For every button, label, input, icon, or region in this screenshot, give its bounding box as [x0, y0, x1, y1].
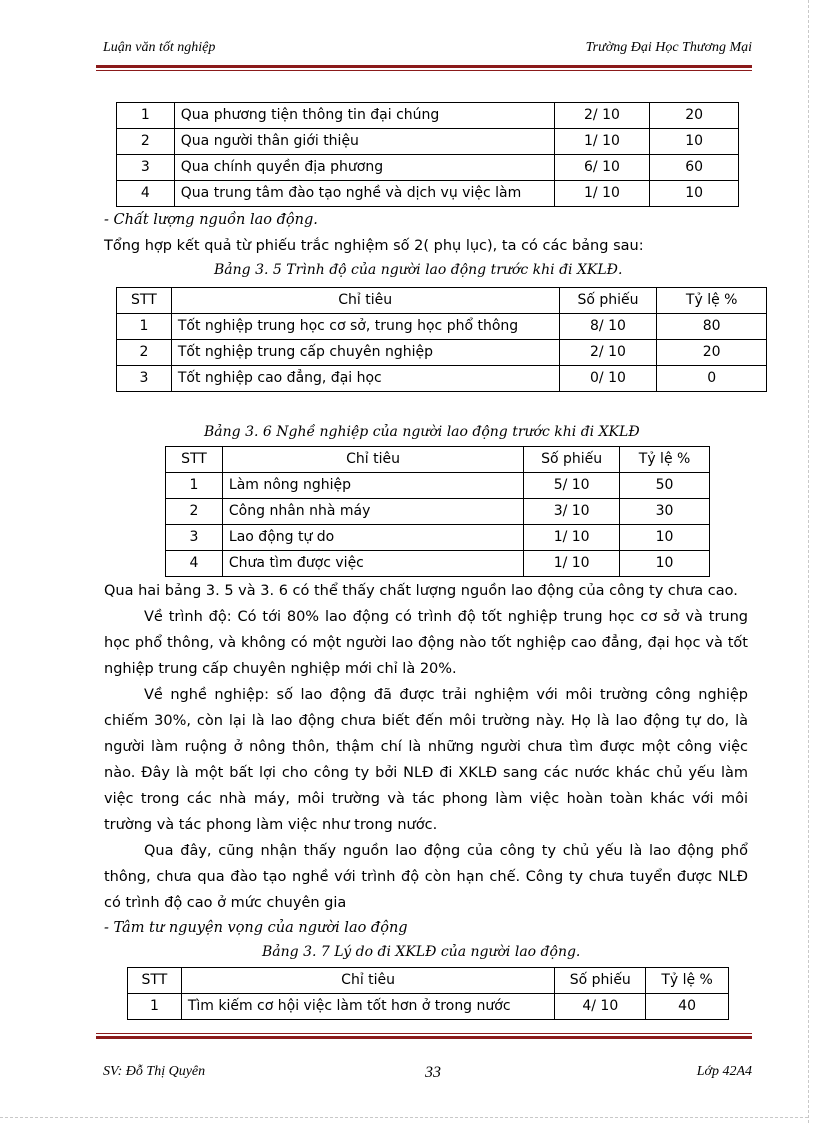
table-header-row	[128, 968, 729, 994]
table-3-5	[116, 287, 767, 392]
cell-criterion: Qua trung tâm đào tạo nghề và dịch vụ việc làm	[174, 181, 554, 207]
cell-votes: 1/ 10	[524, 551, 620, 577]
cell-criterion: Làm nông nghiệp	[222, 473, 523, 499]
cell-stt: 1	[117, 103, 175, 129]
footer-rule-thin	[96, 1033, 752, 1034]
paragraph-career-text: Về nghề nghiệp: số lao động đã được trải nghiệm với môi trường công nghiệp chiếm 30%, còn lại là lao động chưa biết đến môi trường này. Họ là lao động tự do, là người làm ruộng ở nông thôn, thậm chí là những người chưa tìm được một công việc nào. Đây là một bất lợi cho công ty bởi NLĐ đi XKLĐ sang các nước khác chủ yếu làm việc trong các nhà máy, môi trường và tác phong làm việc hoàn toàn khác với môi trường và tác phong làm việc như trong nước.	[104, 687, 748, 833]
paragraph-summary: Qua hai bảng 3. 5 và 3. 6 có thể thấy chất lượng nguồn lao động của công ty chưa cao.	[104, 583, 738, 599]
cell-stt: 4	[166, 551, 223, 577]
table-row	[117, 340, 767, 366]
cell-criterion: Qua người thân giới thiệu	[174, 129, 554, 155]
cell-votes: 2/ 10	[559, 340, 657, 366]
cell-votes: 8/ 10	[559, 314, 657, 340]
table-row	[117, 103, 739, 129]
cell-criterion: Qua chính quyền địa phương	[174, 155, 554, 181]
paragraph-conclusion	[104, 838, 748, 916]
cell-stt: 2	[166, 499, 223, 525]
table-row	[166, 473, 710, 499]
header-criterion: Chỉ tiêu	[171, 288, 559, 314]
header-stt: STT	[117, 288, 172, 314]
header-university: Trường Đại Học Thương Mại	[585, 40, 752, 55]
cell-criterion: Lao động tự do	[222, 525, 523, 551]
header-percent: Tỷ lệ %	[620, 447, 710, 473]
header-votes: Số phiếu	[559, 288, 657, 314]
table-row	[128, 994, 729, 1020]
cell-votes: 1/ 10	[554, 181, 650, 207]
table-row	[117, 129, 739, 155]
table-3-7-caption: Bảng 3. 7 Lý do đi XKLĐ của người lao động.	[262, 944, 581, 960]
page-edge-bottom	[0, 1117, 808, 1118]
header-votes: Số phiếu	[555, 968, 646, 994]
cell-percent: 60	[650, 155, 739, 181]
header-stt: STT	[166, 447, 223, 473]
cell-votes: 1/ 10	[554, 129, 650, 155]
header-thesis-label: Luận văn tốt nghiệp	[103, 40, 216, 55]
paragraph-conclusion-text: Qua đây, cũng nhận thấy nguồn lao động của công ty chủ yếu là lao động phổ thông, chưa qua đào tạo nghề với trình độ còn hạn chế. Công ty chưa tuyển được NLĐ có trình độ cao ở mức chuyên gia	[104, 843, 748, 911]
table-row	[117, 366, 767, 392]
page-edge-right	[808, 0, 810, 1123]
cell-stt: 2	[117, 340, 172, 366]
table-3-7	[127, 967, 729, 1020]
cell-criterion: Tốt nghiệp cao đẳng, đại học	[171, 366, 559, 392]
table-header-row	[166, 447, 710, 473]
table-info-channels	[116, 102, 739, 207]
cell-criterion: Tìm kiếm cơ hội việc làm tốt hơn ở trong nước	[181, 994, 555, 1020]
cell-stt: 1	[128, 994, 182, 1020]
cell-stt: 1	[166, 473, 223, 499]
paragraph-education-text: Về trình độ: Có tới 80% lao động có trình độ tốt nghiệp trung học cơ sở và trung học phổ thông, và không có một người lao động nào tốt nghiệp cao đẳng, đại học và tốt nghiệp trung cấp chuyên nghiệp mới chỉ là 20%.	[104, 609, 748, 677]
header-criterion: Chỉ tiêu	[222, 447, 523, 473]
cell-votes: 6/ 10	[554, 155, 650, 181]
table-3-6-caption: Bảng 3. 6 Nghề nghiệp của người lao động trước khi đi XKLĐ	[204, 424, 640, 440]
cell-percent: 50	[620, 473, 710, 499]
cell-criterion: Tốt nghiệp trung cấp chuyên nghiệp	[171, 340, 559, 366]
header-votes: Số phiếu	[524, 447, 620, 473]
cell-criterion: Qua phương tiện thông tin đại chúng	[174, 103, 554, 129]
table-row	[166, 551, 710, 577]
cell-criterion: Công nhân nhà máy	[222, 499, 523, 525]
cell-votes: 5/ 10	[524, 473, 620, 499]
paragraph-education	[104, 604, 748, 682]
section-heading-aspiration: - Tâm tư nguyện vọng của người lao động	[104, 920, 408, 936]
cell-percent: 20	[650, 103, 739, 129]
footer-class: Lớp 42A4	[696, 1064, 752, 1079]
cell-criterion: Tốt nghiệp trung học cơ sở, trung học phổ thông	[171, 314, 559, 340]
cell-percent: 0	[657, 366, 767, 392]
cell-votes: 4/ 10	[555, 994, 646, 1020]
table-3-5-caption: Bảng 3. 5 Trình độ của người lao động trước khi đi XKLĐ.	[214, 262, 623, 278]
header-percent: Tỷ lệ %	[657, 288, 767, 314]
cell-percent: 20	[657, 340, 767, 366]
footer-rule-thick	[96, 1036, 752, 1039]
table-row	[117, 314, 767, 340]
cell-stt: 3	[117, 155, 175, 181]
intro-line: Tổng hợp kết quả từ phiếu trắc nghiệm số 2( phụ lục), ta có các bảng sau:	[104, 238, 644, 254]
header-percent: Tỷ lệ %	[646, 968, 729, 994]
section-heading-quality: - Chất lượng nguồn lao động.	[104, 212, 318, 228]
table-row	[117, 181, 739, 207]
cell-votes: 2/ 10	[554, 103, 650, 129]
cell-stt: 3	[166, 525, 223, 551]
cell-votes: 0/ 10	[559, 366, 657, 392]
table-3-6	[165, 446, 710, 577]
header-rule-thick	[96, 65, 752, 68]
cell-stt: 2	[117, 129, 175, 155]
paragraph-career	[104, 682, 748, 838]
footer-student: SV: Đỗ Thị Quyên	[103, 1064, 206, 1079]
table-row	[166, 499, 710, 525]
cell-percent: 10	[620, 525, 710, 551]
cell-stt: 1	[117, 314, 172, 340]
cell-stt: 4	[117, 181, 175, 207]
cell-percent: 30	[620, 499, 710, 525]
table-row	[166, 525, 710, 551]
header-criterion: Chỉ tiêu	[181, 968, 555, 994]
cell-votes: 3/ 10	[524, 499, 620, 525]
header-stt: STT	[128, 968, 182, 994]
cell-percent: 80	[657, 314, 767, 340]
table-row	[117, 155, 739, 181]
table-header-row	[117, 288, 767, 314]
cell-stt: 3	[117, 366, 172, 392]
cell-criterion: Chưa tìm được việc	[222, 551, 523, 577]
page-number: 33	[425, 1064, 441, 1081]
header-rule-thin	[96, 70, 752, 71]
cell-percent: 10	[650, 129, 739, 155]
cell-percent: 10	[620, 551, 710, 577]
cell-percent: 10	[650, 181, 739, 207]
cell-votes: 1/ 10	[524, 525, 620, 551]
cell-percent: 40	[646, 994, 729, 1020]
